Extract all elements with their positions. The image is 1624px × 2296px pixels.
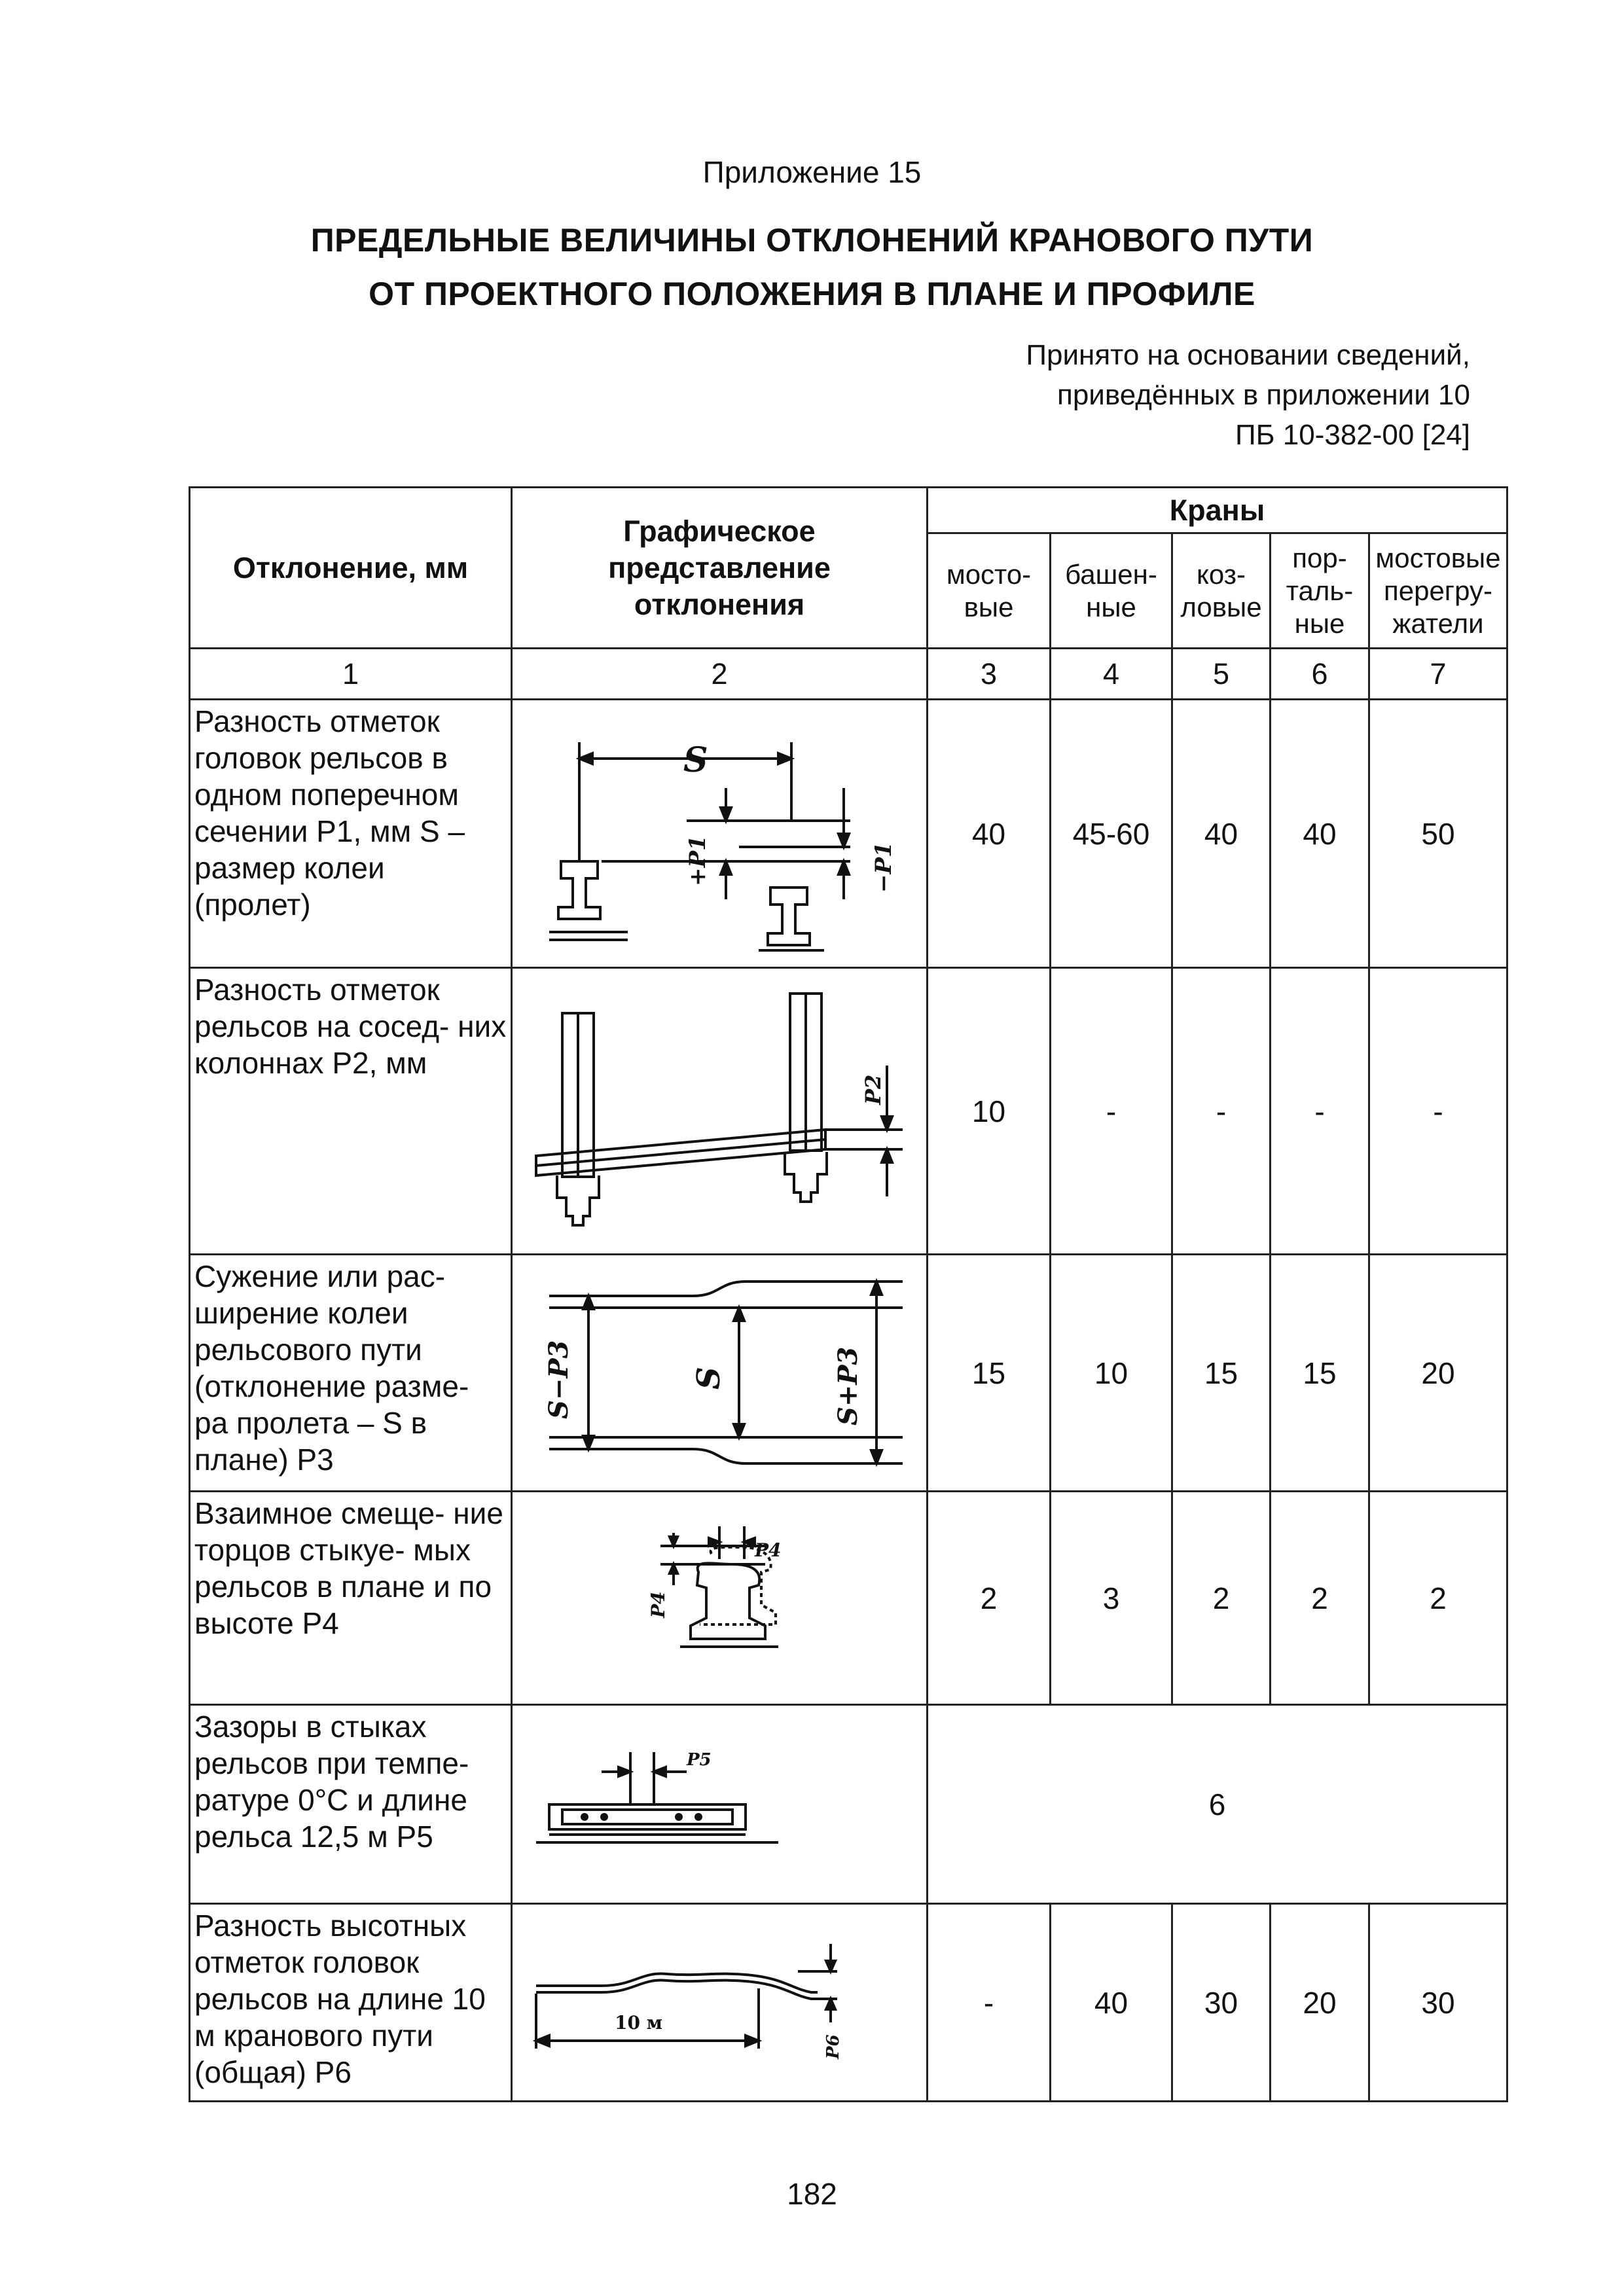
fig1-s-label: S (683, 740, 708, 780)
crane-type-gantry: коз- ловые (1172, 533, 1271, 649)
figure-cell (512, 1705, 928, 1904)
value-tower: 10 (1051, 1255, 1172, 1492)
column-numbers-row (190, 649, 1507, 700)
value-reloader: 2 (1369, 1492, 1507, 1705)
header-row (190, 488, 1507, 533)
value-portal: 40 (1271, 700, 1369, 968)
crane-type-reloader: мостовые перегру- жатели (1369, 533, 1507, 649)
row-description: Взаимное смеще- ние торцов стыкуе- мых рельсов в плане и по высоте P4 (190, 1492, 512, 1705)
header-graphic: Графическое представление отклонения (512, 488, 928, 649)
value-reloader: 20 (1369, 1255, 1507, 1492)
source-note-line-1: Принято на основании сведений, (1026, 339, 1470, 371)
fig3-s-label: S (691, 1366, 727, 1390)
rail-height-profile-diagram (523, 1931, 916, 2075)
column-rail-level-diagram (516, 980, 922, 1242)
figure-cell (512, 700, 928, 968)
column-number: 7 (1369, 649, 1507, 700)
header-cranes: Краны (928, 488, 1507, 533)
value-tower: 40 (1051, 1904, 1172, 2102)
title-line-1: ПРЕДЕЛЬНЫЕ ВЕЛИЧИНЫ ОТКЛОНЕНИЙ КРАНОВОГО ПУТИ (310, 222, 1314, 259)
value-portal: 15 (1271, 1255, 1369, 1492)
fig1-plus-p1-label: +P1 (685, 834, 711, 886)
row-description: Сужение или рас- ширение колеи рельсового пути (отклонение разме- ра пролета – S в плане) P3 (190, 1255, 512, 1492)
fig2-p2-label: P2 (861, 1074, 886, 1105)
value-bridge: 10 (928, 968, 1051, 1255)
deviation-table (189, 486, 1508, 2102)
fig3-s-minus-label: S−P3 (543, 1340, 574, 1419)
source-note-line-2: приведённых в приложении 10 (1057, 379, 1470, 411)
value-bridge: - (928, 1904, 1051, 2102)
value-gantry: - (1172, 968, 1271, 1255)
fig4-p4-label-top: P4 (755, 1539, 782, 1561)
value-bridge: 15 (928, 1255, 1051, 1492)
figure-cell (512, 1255, 928, 1492)
crane-type-portal: пор- таль- ные (1271, 533, 1369, 649)
fig4-p4-label-side: P4 (647, 1590, 669, 1618)
value-portal: 2 (1271, 1492, 1369, 1705)
row-description: Зазоры в стыках рельсов при темпе- ратуре 0°С и длине рельса 12,5 м P5 (190, 1705, 512, 1904)
column-number: 6 (1271, 649, 1369, 700)
value-portal: 20 (1271, 1904, 1369, 2102)
rail-end-offset-diagram (602, 1520, 837, 1677)
fig6-p6-label: P6 (823, 2034, 843, 2059)
figure-cell (512, 968, 928, 1255)
value-gantry: 40 (1172, 700, 1271, 968)
value-bridge: 2 (928, 1492, 1051, 1705)
row-description: Разность отметок головок рельсов в одном поперечном сечении P1, мм S – размер колеи (пролет) (190, 700, 512, 968)
value-gantry: 30 (1172, 1904, 1271, 2102)
value-tower: 45-60 (1051, 700, 1172, 968)
column-number: 2 (512, 649, 928, 700)
table-row (190, 700, 1507, 968)
value-merged-all-cranes: 6 (928, 1705, 1507, 1904)
value-tower: 3 (1051, 1492, 1172, 1705)
value-reloader: 30 (1369, 1904, 1507, 2102)
column-number: 3 (928, 649, 1051, 700)
fig5-p5-label: P5 (687, 1749, 712, 1770)
table-row (190, 1705, 1507, 1904)
table-row (190, 1904, 1507, 2102)
value-reloader: - (1369, 968, 1507, 1255)
rail-head-level-diagram (523, 709, 916, 958)
source-note-line-3: ПБ 10-382-00 [24] (1235, 419, 1470, 451)
title-line-2: ОТ ПРОЕКТНОГО ПОЛОЖЕНИЯ В ПЛАНЕ И ПРОФИЛЕ (369, 276, 1255, 312)
value-gantry: 15 (1172, 1255, 1271, 1492)
fig1-minus-p1-label: −P1 (871, 841, 897, 893)
column-number: 1 (190, 649, 512, 700)
crane-type-bridge: мосто- вые (928, 533, 1051, 649)
value-portal: - (1271, 968, 1369, 1255)
rail-joint-gap-diagram (523, 1732, 916, 1876)
figure-cell (512, 1492, 928, 1705)
column-number: 5 (1172, 649, 1271, 700)
value-tower: - (1051, 968, 1172, 1255)
value-gantry: 2 (1172, 1492, 1271, 1705)
table-row (190, 1492, 1507, 1705)
gauge-width-diagram (523, 1268, 916, 1478)
crane-type-tower: башен- ные (1051, 533, 1172, 649)
page-number: 182 (787, 2177, 837, 2211)
row-description: Разность отметок рельсов на сосед- них колоннах P2, мм (190, 968, 512, 1255)
figure-cell (512, 1904, 928, 2102)
fig6-length-label: 10 м (615, 2011, 663, 2034)
value-bridge: 40 (928, 700, 1051, 968)
column-number: 4 (1051, 649, 1172, 700)
header-deviation: Отклонение, мм (190, 488, 512, 649)
row-description: Разность высотных отметок головок рельсов на длине 10 м кранового пути (общая) P6 (190, 1904, 512, 2102)
fig3-s-plus-label: S+P3 (833, 1346, 863, 1426)
value-reloader: 50 (1369, 700, 1507, 968)
table-row (190, 1255, 1507, 1492)
table-row (190, 968, 1507, 1255)
appendix-label: Приложение 15 (702, 155, 922, 189)
